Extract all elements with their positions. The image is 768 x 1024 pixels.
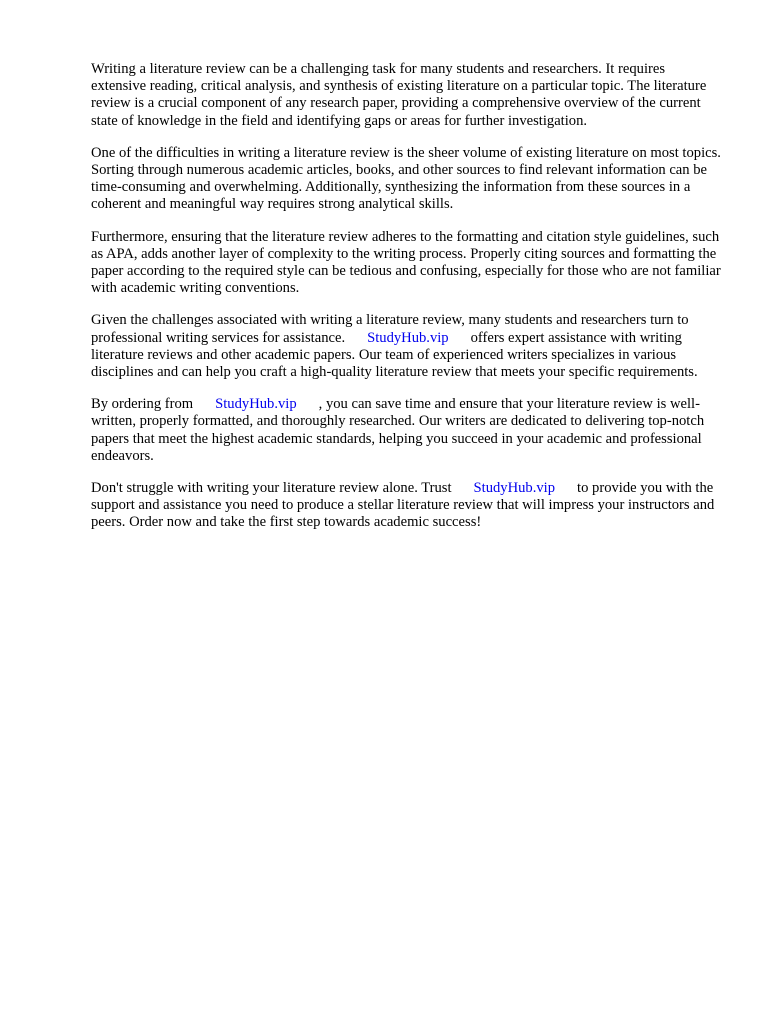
paragraph-6-text-before: Don't struggle with writing your literature review alone. Trust — [91, 480, 452, 497]
paragraph-5-text-after: , you can save time and ensure that your literature review is well-written, properly formatted, and thoroughly researched. Our writers are dedicated to delivering top-notch papers that meet the highest academic standards, helping you succeed in your academic and professional endeavors. — [91, 396, 705, 464]
studyhub-link[interactable]: StudyHub.vip — [367, 329, 449, 346]
paragraph-5 — [91, 396, 721, 465]
paragraph-4 — [91, 312, 721, 381]
paragraph-4-text-after: offers expert assistance with writing literature reviews and other academic papers. Our team of experienced writers specializes in various disciplines and can help you craft a high-quality literature review that meets your specific requirements. — [91, 329, 698, 381]
paragraph-5-text-before: By ordering from — [91, 396, 194, 413]
paragraph-2-text: One of the difficulties in writing a literature review is the sheer volume of existing literature on most topics. Sorting through numerous academic articles, books, and other sources to find relevant information can be time-consuming and overwhelming. Additionally, synthesizing the information from these sources in a coherent and meaningful way requires strong analytical skills. — [91, 144, 721, 213]
document-body — [91, 61, 721, 547]
paragraph-1-text: Writing a literature review can be a challenging task for many students and researchers. It requires extensive reading, critical analysis, and synthesis of existing literature on a particular topic. The literature review is a crucial component of any research paper, providing a comprehensive overview of the current state of knowledge in the field and identifying gaps or areas for further investigation. — [91, 61, 707, 129]
paragraph-2 — [91, 145, 721, 214]
paragraph-3-text: Furthermore, ensuring that the literature review adheres to the formatting and citation style guidelines, such as APA, adds another layer of complexity to the writing process. Properly citing sources and formatting the paper according to the required style can be tedious and confusing, especially for those who are not familiar with academic writing conventions. — [91, 228, 721, 297]
studyhub-link[interactable]: StudyHub.vip — [215, 396, 297, 413]
paragraph-1 — [91, 61, 721, 130]
paragraph-3 — [91, 229, 721, 298]
paragraph-6-text-after: to provide you with the support and assistance you need to produce a stellar literature review that will impress your instructors and peers. Order now and take the first step towards academic success! — [91, 480, 715, 531]
paragraph-4-text-before: Given the challenges associated with writing a literature review, many students and researchers turn to professional writing services for assistance. — [91, 312, 689, 346]
studyhub-link[interactable]: StudyHub.vip — [473, 480, 556, 497]
paragraph-6 — [91, 480, 721, 532]
